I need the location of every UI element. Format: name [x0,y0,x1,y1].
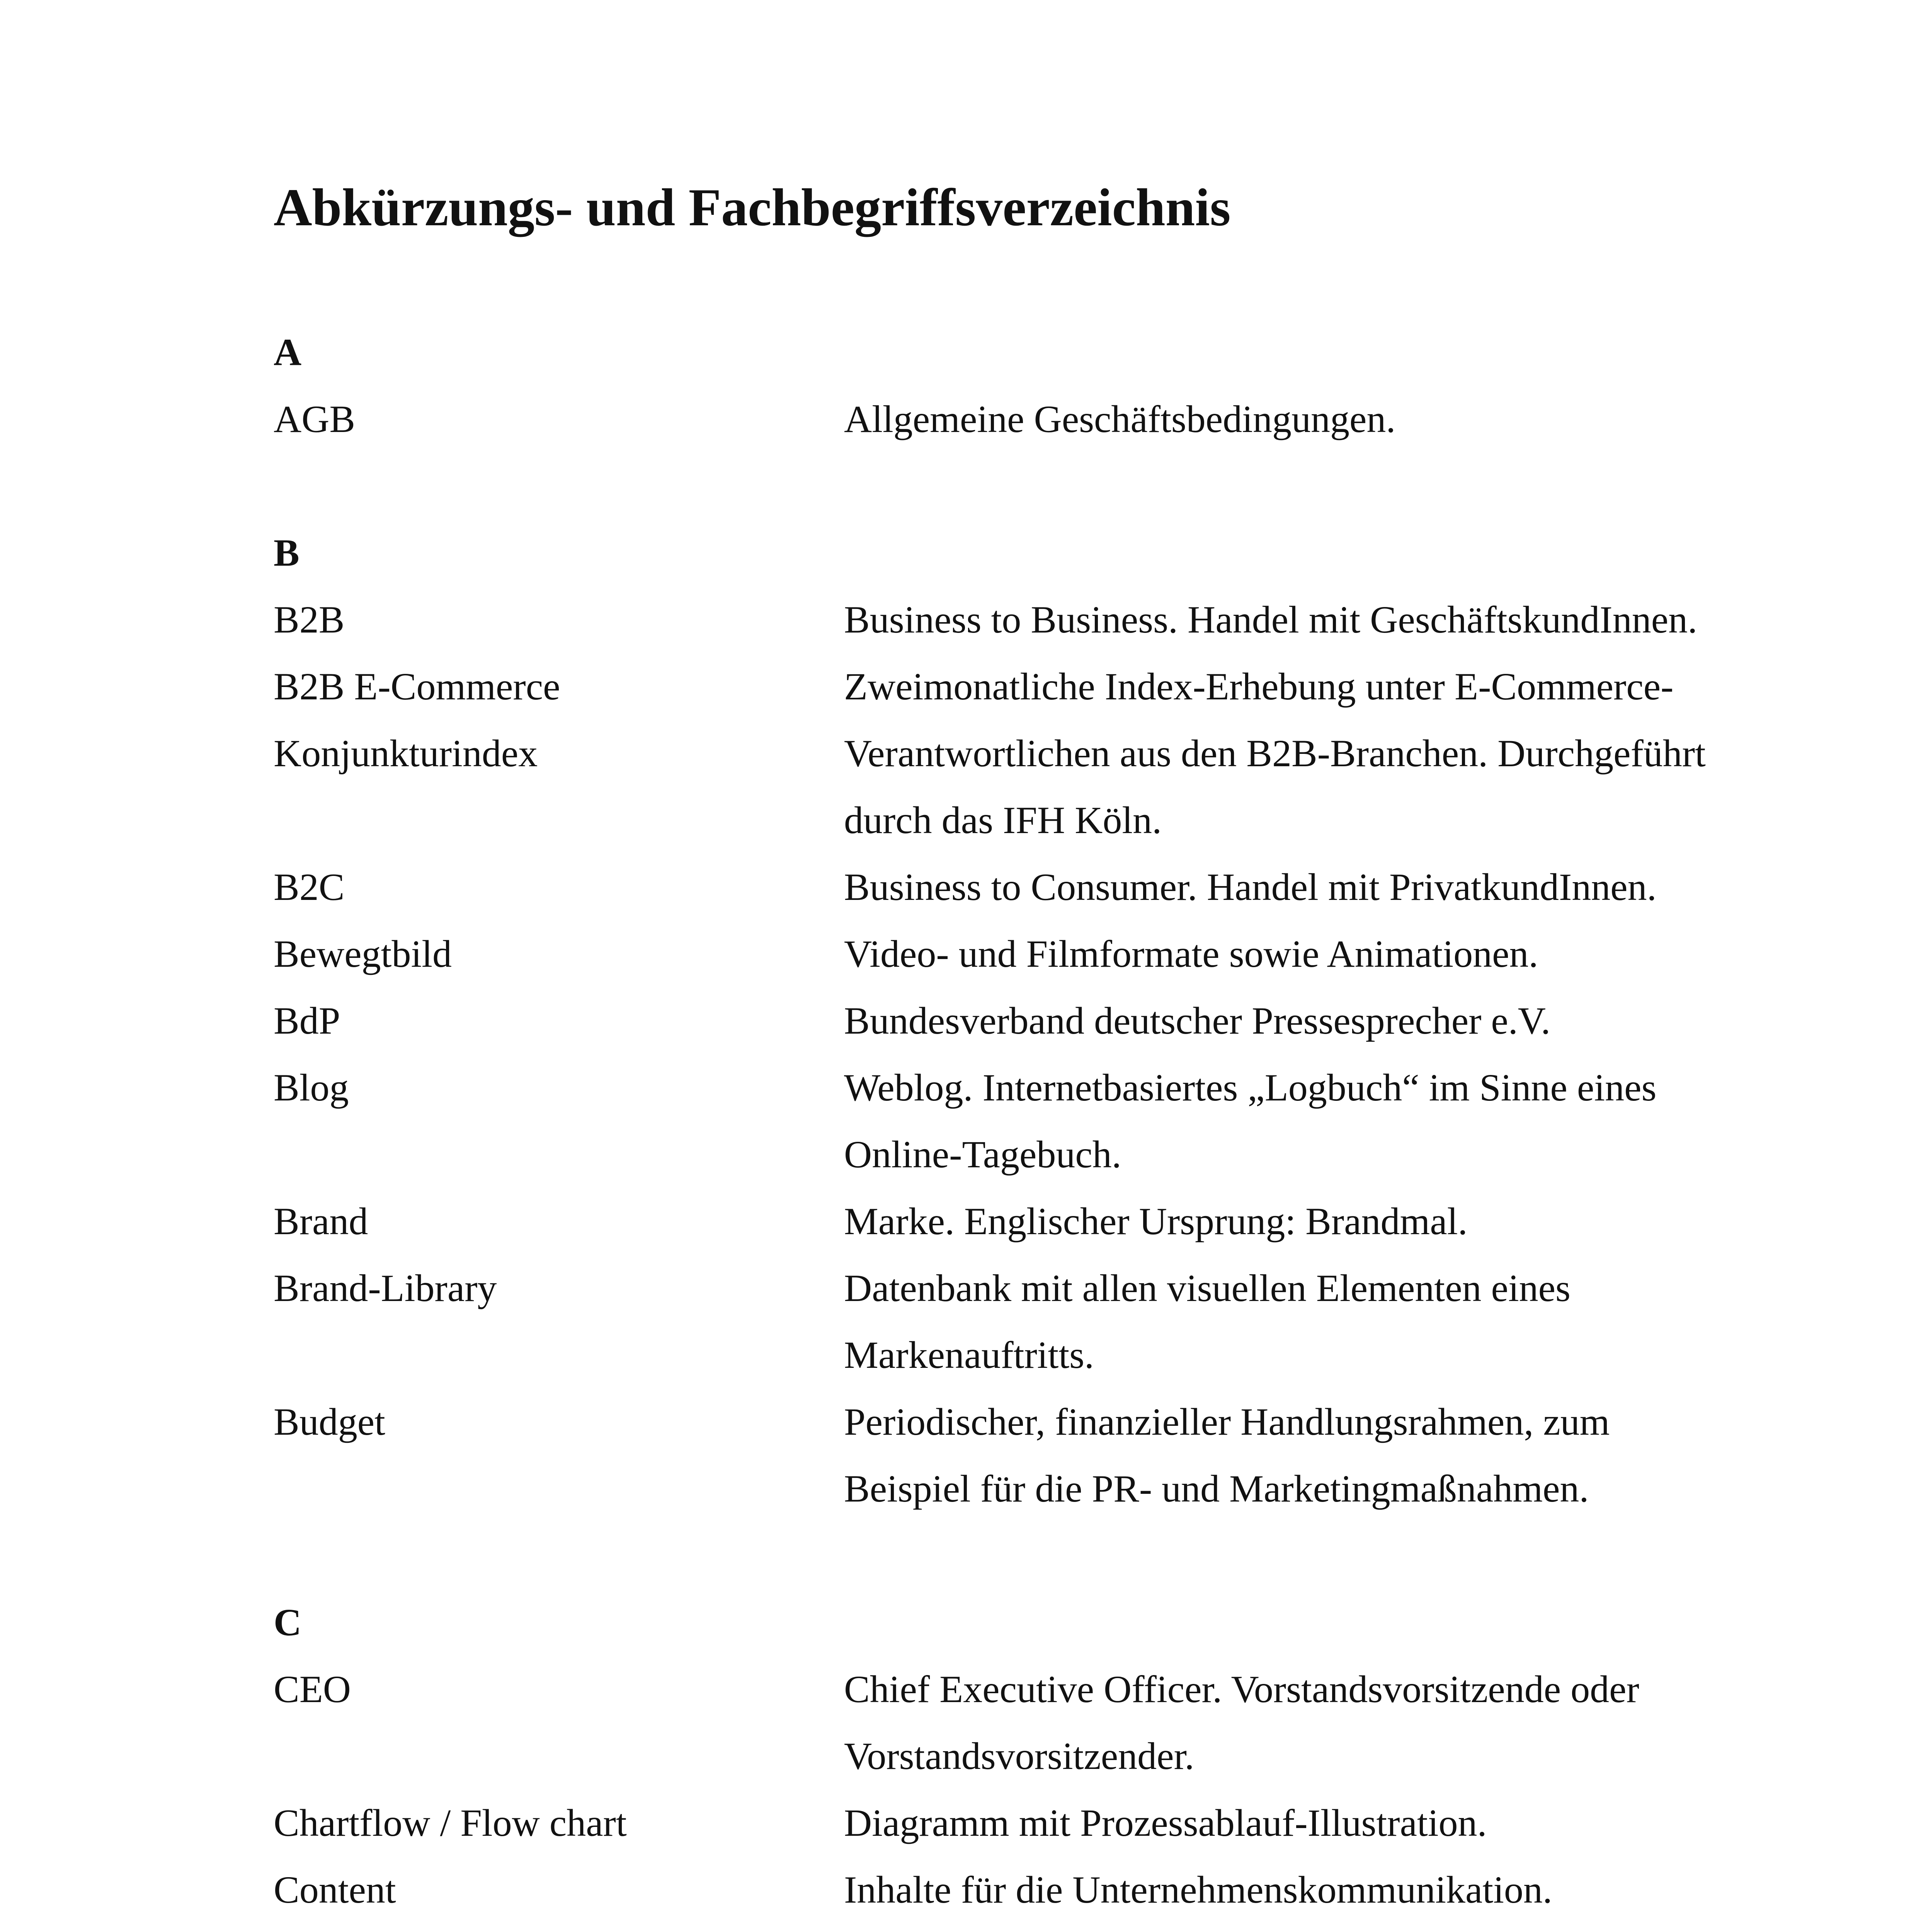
glossary-definition: Business to Consumer. Handel mit PrivatkundInnen. [844,866,1657,908]
glossary-definition: Business to Business. Handel mit GeschäftskundInnen. [844,598,1698,641]
glossary-definition [844,1923,1742,1932]
glossary-definition: Weblog. Internetbasiertes „Logbuch“ im Sinne eines Online-Tagebuch. [844,1066,1657,1176]
glossary-term: Content [274,1868,396,1911]
glossary-entry [274,653,1742,854]
glossary-entry [274,586,1742,653]
section-letter: C [274,1601,302,1644]
glossary-term: AGB [274,398,356,440]
glossary-definition: Marke. Englischer Ursprung: Brandmal. [844,1200,1468,1243]
glossary-definition: Periodischer, finanzieller Handlungsrahmen, zum Beispiel für die PR- und Marketingmaßnahmen. [844,1400,1610,1510]
glossary-entry [274,854,1742,920]
glossary-definition: Chief Executive Officer. Vorstandsvorsitzende oder Vorstandsvorsitzender. [844,1668,1639,1777]
glossary-list [274,319,1742,1932]
glossary-term: Budget [274,1400,385,1443]
glossary-term: B2C [274,866,345,908]
glossary-term: Chartflow / Flow chart [274,1801,627,1844]
glossary-term: B2B E-Commerce Konjunkturindex [274,665,560,775]
glossary-entry [274,1255,1742,1388]
glossary-definition: Datenbank mit allen visuellen Elementen eines Markenauftritts. [844,1267,1571,1376]
glossary-term: B2B [274,598,345,641]
glossary-term: BdP [274,999,340,1042]
glossary-term: Brand [274,1200,368,1243]
glossary-term: CEO [274,1668,351,1711]
glossary-definition: Inhalte für die Unternehmenskommunikation. [844,1868,1552,1911]
section-letter: B [274,531,299,574]
glossary-definition: Video- und Filmformate sowie Animationen. [844,932,1538,975]
glossary-entry [274,1656,1742,1789]
section-spacer [274,452,1742,519]
glossary-definition: Zweimonatliche Index-Erhebung unter E-Commerce- Verantwortlichen aus den B2B-Branchen. Durchgeführt durch das IFH Köln. [844,665,1706,842]
glossary-term [274,1923,844,1932]
section-spacer [274,1522,1742,1589]
glossary-entry [274,987,1742,1054]
glossary-definition: Allgemeine Geschäftsbedingungen. [844,398,1396,440]
glossary-entry [274,1054,1742,1188]
glossary-entry [274,1388,1742,1522]
glossary-definition: Bundesverband deutscher Pressesprecher e.V. [844,999,1551,1042]
glossary-entry [274,1856,1742,1923]
section-letter: A [274,331,302,374]
page-title: Abkürzungs- und Fachbegriffsverzeichnis [274,178,1231,237]
glossary-definition: Diagramm mit Prozessablauf-Illustration. [844,1801,1487,1844]
glossary-entry [274,920,1742,987]
glossary-entry [274,1789,1742,1856]
glossary-entry [274,1923,1742,1932]
glossary-term: Blog [274,1066,349,1109]
glossary-entry [274,1188,1742,1255]
glossary-term: Brand-Library [274,1267,497,1310]
glossary-entry [274,386,1742,452]
glossary-term: Bewegtbild [274,932,452,975]
